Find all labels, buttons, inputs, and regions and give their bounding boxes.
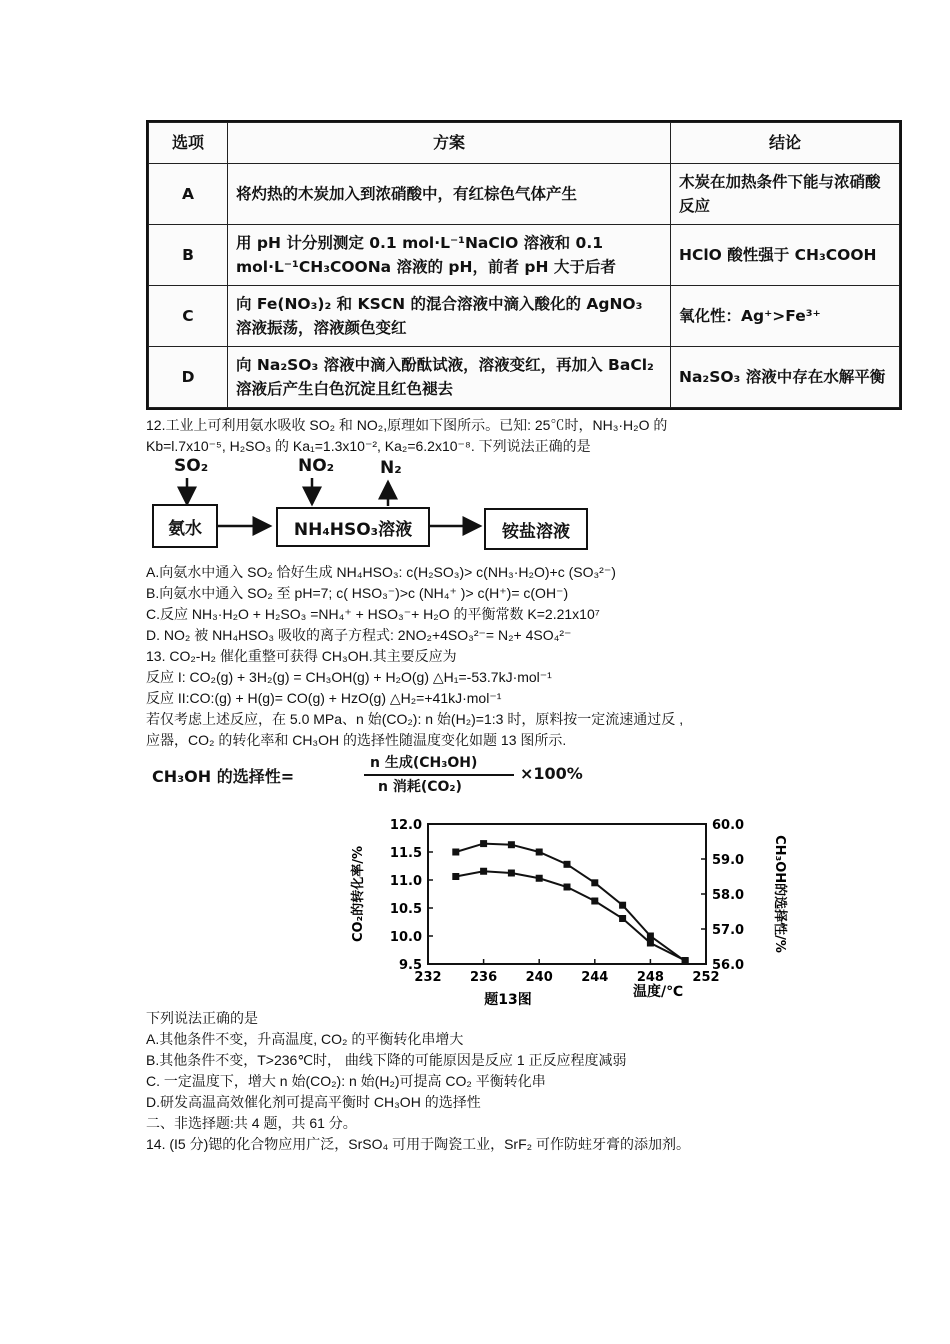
y-tick-label-right: 58.0 xyxy=(712,888,745,903)
data-point-left xyxy=(647,933,654,940)
q13-option-a: A.其他条件不变，升高温度, CO₂ 的平衡转化串增大 xyxy=(146,1031,464,1047)
data-point-left xyxy=(591,879,598,886)
x-tick-label: 252 xyxy=(692,970,720,985)
header-option: 选项 xyxy=(149,123,228,164)
formula-denominator: n 消耗(CO₂) xyxy=(378,779,462,795)
q14-stem: 14. (I5 分)锶的化合物应用广泛，SrSO₄ 可用于陶瓷工业，SrF₂ 可作防蛀牙膏的添加剂。 xyxy=(146,1136,690,1152)
row-conclusion: 木炭在加热条件下能与浓硝酸反应 xyxy=(671,164,900,225)
input-no2-label: NO₂ xyxy=(298,456,335,476)
y-axis-label-right: CH₃OH的选择性/% xyxy=(772,835,787,953)
q12-stem-line1: 12.工业上可利用氨水吸收 SO₂ 和 NO₂,原理如下图所示。已知: 25℃时，NH₃·H₂O 的 xyxy=(146,417,668,433)
formula-numerator: n 生成(CH₃OH) xyxy=(370,755,478,771)
q13-chart xyxy=(340,808,800,1008)
q13-reaction-2: 反应 II:CO:(g) + H(g)= CO(g) + HzO(g) △H₂=+41kJ·mol⁻¹ xyxy=(146,690,502,706)
q12-option-c: C.反应 NH₃·H₂O + H₂SO₃ =NH₄⁺ + HSO₃⁻+ H₂O 的平衡常数 K=2.21x10⁷ xyxy=(146,606,600,622)
q13-option-b: B.其他条件不变，T>236℃时， 曲线下降的可能原因是反应 1 正反应程度减弱 xyxy=(146,1052,627,1068)
plot-frame xyxy=(428,824,706,964)
row-plan: 将灼热的木炭加入到浓硝酸中，有红棕色气体产生 xyxy=(228,164,671,225)
formula-left: CH₃OH 的选择性= xyxy=(152,767,295,786)
y-tick-label-left: 11.5 xyxy=(389,846,422,861)
data-point-left xyxy=(619,902,626,909)
q13-reaction-1: 反应 I: CO₂(g) + 3H₂(g) = CH₃OH(g) + H₂O(g) △H₁=-53.7kJ·mol⁻¹ xyxy=(146,669,552,685)
y-tick-label-right: 56.0 xyxy=(712,958,745,973)
y-tick-label-left: 10.0 xyxy=(389,930,422,945)
data-point-right xyxy=(480,868,487,875)
x-tick-label: 236 xyxy=(470,970,498,985)
row-conclusion: Na₂SO₃ 溶液中存在水解平衡 xyxy=(671,347,900,408)
data-point-right xyxy=(647,940,654,947)
data-point-left xyxy=(508,841,515,848)
q13-stem-line4: 若仅考虑上述反应，在 5.0 MPa、n 始(CO₂): n 始(H₂)=1:3 时，原料按一定流速通过反 , xyxy=(146,711,684,727)
q13-stem-line5: 应器，CO₂ 的转化率和 CH₃OH 的选择性随温度变化如题 13 图所示. xyxy=(146,732,567,748)
y-tick-label-right: 59.0 xyxy=(712,853,745,868)
data-point-right xyxy=(591,898,598,905)
row-option: C xyxy=(149,286,228,347)
formula-right: ×100% xyxy=(520,764,583,783)
box-nh4hso3: NH₄HSO₃溶液 xyxy=(276,507,430,547)
data-point-left xyxy=(536,849,543,856)
row-option: A xyxy=(149,164,228,225)
data-point-right xyxy=(508,870,515,877)
q12-option-a: A.向氨水中通入 SO₂ 恰好生成 NH₄HSO₃: c(H₂SO₃)> c(NH₃·H₂O)+c (SO₃²⁻) xyxy=(146,564,616,580)
row-plan: 向 Fe(NO₃)₂ 和 KSCN 的混合溶液中滴入酸化的 AgNO₃ 溶液振荡，溶液颜色变红 xyxy=(228,286,671,347)
table-row xyxy=(149,225,900,286)
y-tick-label-left: 10.5 xyxy=(389,902,422,917)
x-axis-label: 温度/℃ xyxy=(632,984,684,1000)
table-row xyxy=(149,286,900,347)
y-tick-label-right: 60.0 xyxy=(712,818,745,833)
section-two-heading: 二、非选择题:共 4 题，共 61 分。 xyxy=(146,1115,357,1131)
y-tick-label-left: 9.5 xyxy=(398,958,422,973)
q12-option-d: D. NO₂ 被 NH₄HSO₃ 吸收的离子方程式: 2NO₂+4SO₃²⁻= N₂+ 4SO₄²⁻ xyxy=(146,627,572,643)
x-tick-label: 232 xyxy=(414,970,442,985)
table-row xyxy=(149,164,900,225)
q13-option-d: D.研发高温高效催化剂可提高平衡时 CH₃OH 的选择性 xyxy=(146,1094,481,1110)
row-conclusion: 氧化性：Ag⁺>Fe³⁺ xyxy=(671,286,900,347)
box-ammonium-salt: 铵盐溶液 xyxy=(484,508,588,550)
q13-stem-line1: 13. CO₂-H₂ 催化重整可获得 CH₃OH.其主要反应为 xyxy=(146,648,457,664)
q12-stem-line2: Kb=l.7x10⁻⁵, H₂SO₃ 的 Ka₁=1.3x10⁻², Ka₂=6.2x10⁻⁸. 下列说法正确的是 xyxy=(146,438,591,454)
row-option: D xyxy=(149,347,228,408)
y-tick-label-left: 12.0 xyxy=(389,818,422,833)
data-point-right xyxy=(536,875,543,882)
x-tick-label: 244 xyxy=(581,970,609,985)
header-plan: 方案 xyxy=(228,123,671,164)
x-tick-label: 248 xyxy=(636,970,664,985)
table-row xyxy=(149,347,900,408)
input-so2-label: SO₂ xyxy=(174,456,209,476)
q13-option-c: C. 一定温度下，增大 n 始(CO₂): n 始(H₂)可提高 CO₂ 平衡转化串 xyxy=(146,1073,546,1089)
data-point-right xyxy=(452,873,459,880)
row-plan: 用 pH 计分别测定 0.1 mol·L⁻¹NaClO 溶液和 0.1 mol·L⁻¹CH₃COONa 溶液的 pH，前者 pH 大于后者 xyxy=(228,225,671,286)
data-point-right xyxy=(564,884,571,891)
y-axis-label-left: CO₂的转化率/% xyxy=(351,845,366,943)
y-tick-label-right: 57.0 xyxy=(712,923,745,938)
q13-question: 下列说法正确的是 xyxy=(146,1010,258,1026)
header-conclusion: 结论 xyxy=(671,123,900,164)
box-ammonia: 氨水 xyxy=(152,504,218,548)
row-plan: 向 Na₂SO₃ 溶液中滴入酚酞试液，溶液变红，再加入 BaCl₂ 溶液后产生白色沉淀且红色褪去 xyxy=(228,347,671,408)
data-point-left xyxy=(480,840,487,847)
output-n2-label: N₂ xyxy=(380,458,402,478)
data-point-left xyxy=(452,849,459,856)
chart-caption: 题13图 xyxy=(484,992,532,1008)
x-tick-label: 240 xyxy=(525,970,553,985)
data-point-left xyxy=(564,861,571,868)
row-conclusion: HClO 酸性强于 CH₃COOH xyxy=(671,225,900,286)
y-tick-label-left: 11.0 xyxy=(389,874,422,889)
data-point-right xyxy=(619,915,626,922)
row-option: B xyxy=(149,225,228,286)
table-header-row xyxy=(149,123,900,164)
selectivity-formula xyxy=(152,756,752,796)
options-table xyxy=(146,120,902,410)
chart-marks xyxy=(390,818,744,985)
q12-option-b: B.向氨水中通入 SO₂ 至 pH=7; c( HSO₃⁻)>c (NH₄⁺ )> c(H⁺)= c(OH⁻) xyxy=(146,585,569,601)
data-point-right xyxy=(682,957,689,964)
